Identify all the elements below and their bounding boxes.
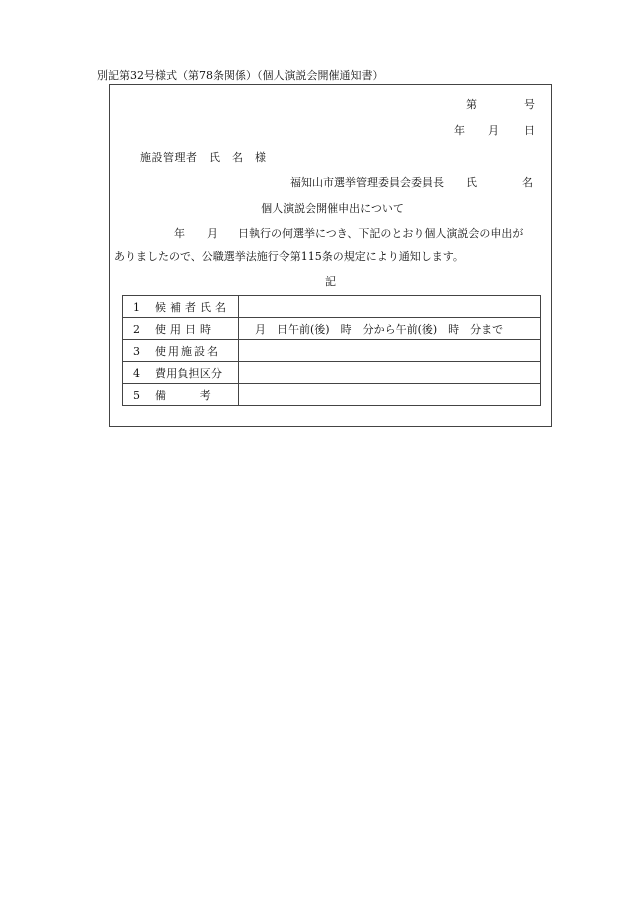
row-value: [239, 296, 541, 318]
number-prefix: 第: [466, 98, 477, 111]
row-label: [123, 340, 239, 362]
addressee: 施設管理者 氏 名 様: [140, 151, 267, 164]
body-year: 年: [174, 227, 185, 240]
row-label-text: 候補者氏名: [155, 300, 230, 314]
detail-table: [122, 295, 541, 406]
row-number: 1: [133, 300, 141, 314]
row-label-text: 備 考: [155, 388, 211, 402]
row-label-text: 使用施設名: [155, 344, 220, 358]
row-label: [123, 318, 239, 340]
row-label: [123, 362, 239, 384]
sender-name-mark-1: 氏: [466, 176, 477, 189]
row-label-text: 使用日時: [155, 322, 215, 336]
row-value: 月 日午前(後) 時 分から午前(後) 時 分まで: [239, 318, 541, 340]
row-value: [239, 384, 541, 406]
row-value: [239, 362, 541, 384]
table-row: [123, 296, 541, 318]
row-label: [123, 384, 239, 406]
subject-text: 個人演説会開催申出について: [261, 202, 404, 215]
table-row: [123, 384, 541, 406]
row-number: 4: [133, 366, 141, 380]
body-line-1-text: 日執行の何選挙につき、下記のとおり個人演説会の申出が: [238, 227, 524, 240]
row-number: 2: [133, 322, 141, 336]
row-label: [123, 296, 239, 318]
notification-form: [109, 84, 552, 427]
table-row: [123, 318, 541, 340]
date-month: 月: [488, 124, 499, 137]
body-line-2: ありましたので、公職選挙法施行令第115条の規定により通知します。: [114, 250, 464, 263]
table-row: [123, 340, 541, 362]
date-day: 日: [524, 124, 535, 137]
subject-title: [110, 200, 551, 216]
row-label-text: 費用負担区分: [155, 366, 223, 380]
date-year: 年: [454, 124, 465, 137]
sender-name-mark-2: 名: [522, 176, 533, 189]
form-caption: 別記第32号様式（第78条関係）（個人演説会開催通知書）: [97, 69, 384, 82]
row-number: 3: [133, 344, 141, 358]
row-number: 5: [133, 388, 141, 402]
body-month: 月: [207, 227, 218, 240]
number-suffix: 号: [524, 98, 535, 111]
ki-heading: 記: [325, 275, 336, 288]
sender-organization: 福知山市選挙管理委員会委員長: [290, 176, 444, 189]
table-row: [123, 362, 541, 384]
row-value: [239, 340, 541, 362]
